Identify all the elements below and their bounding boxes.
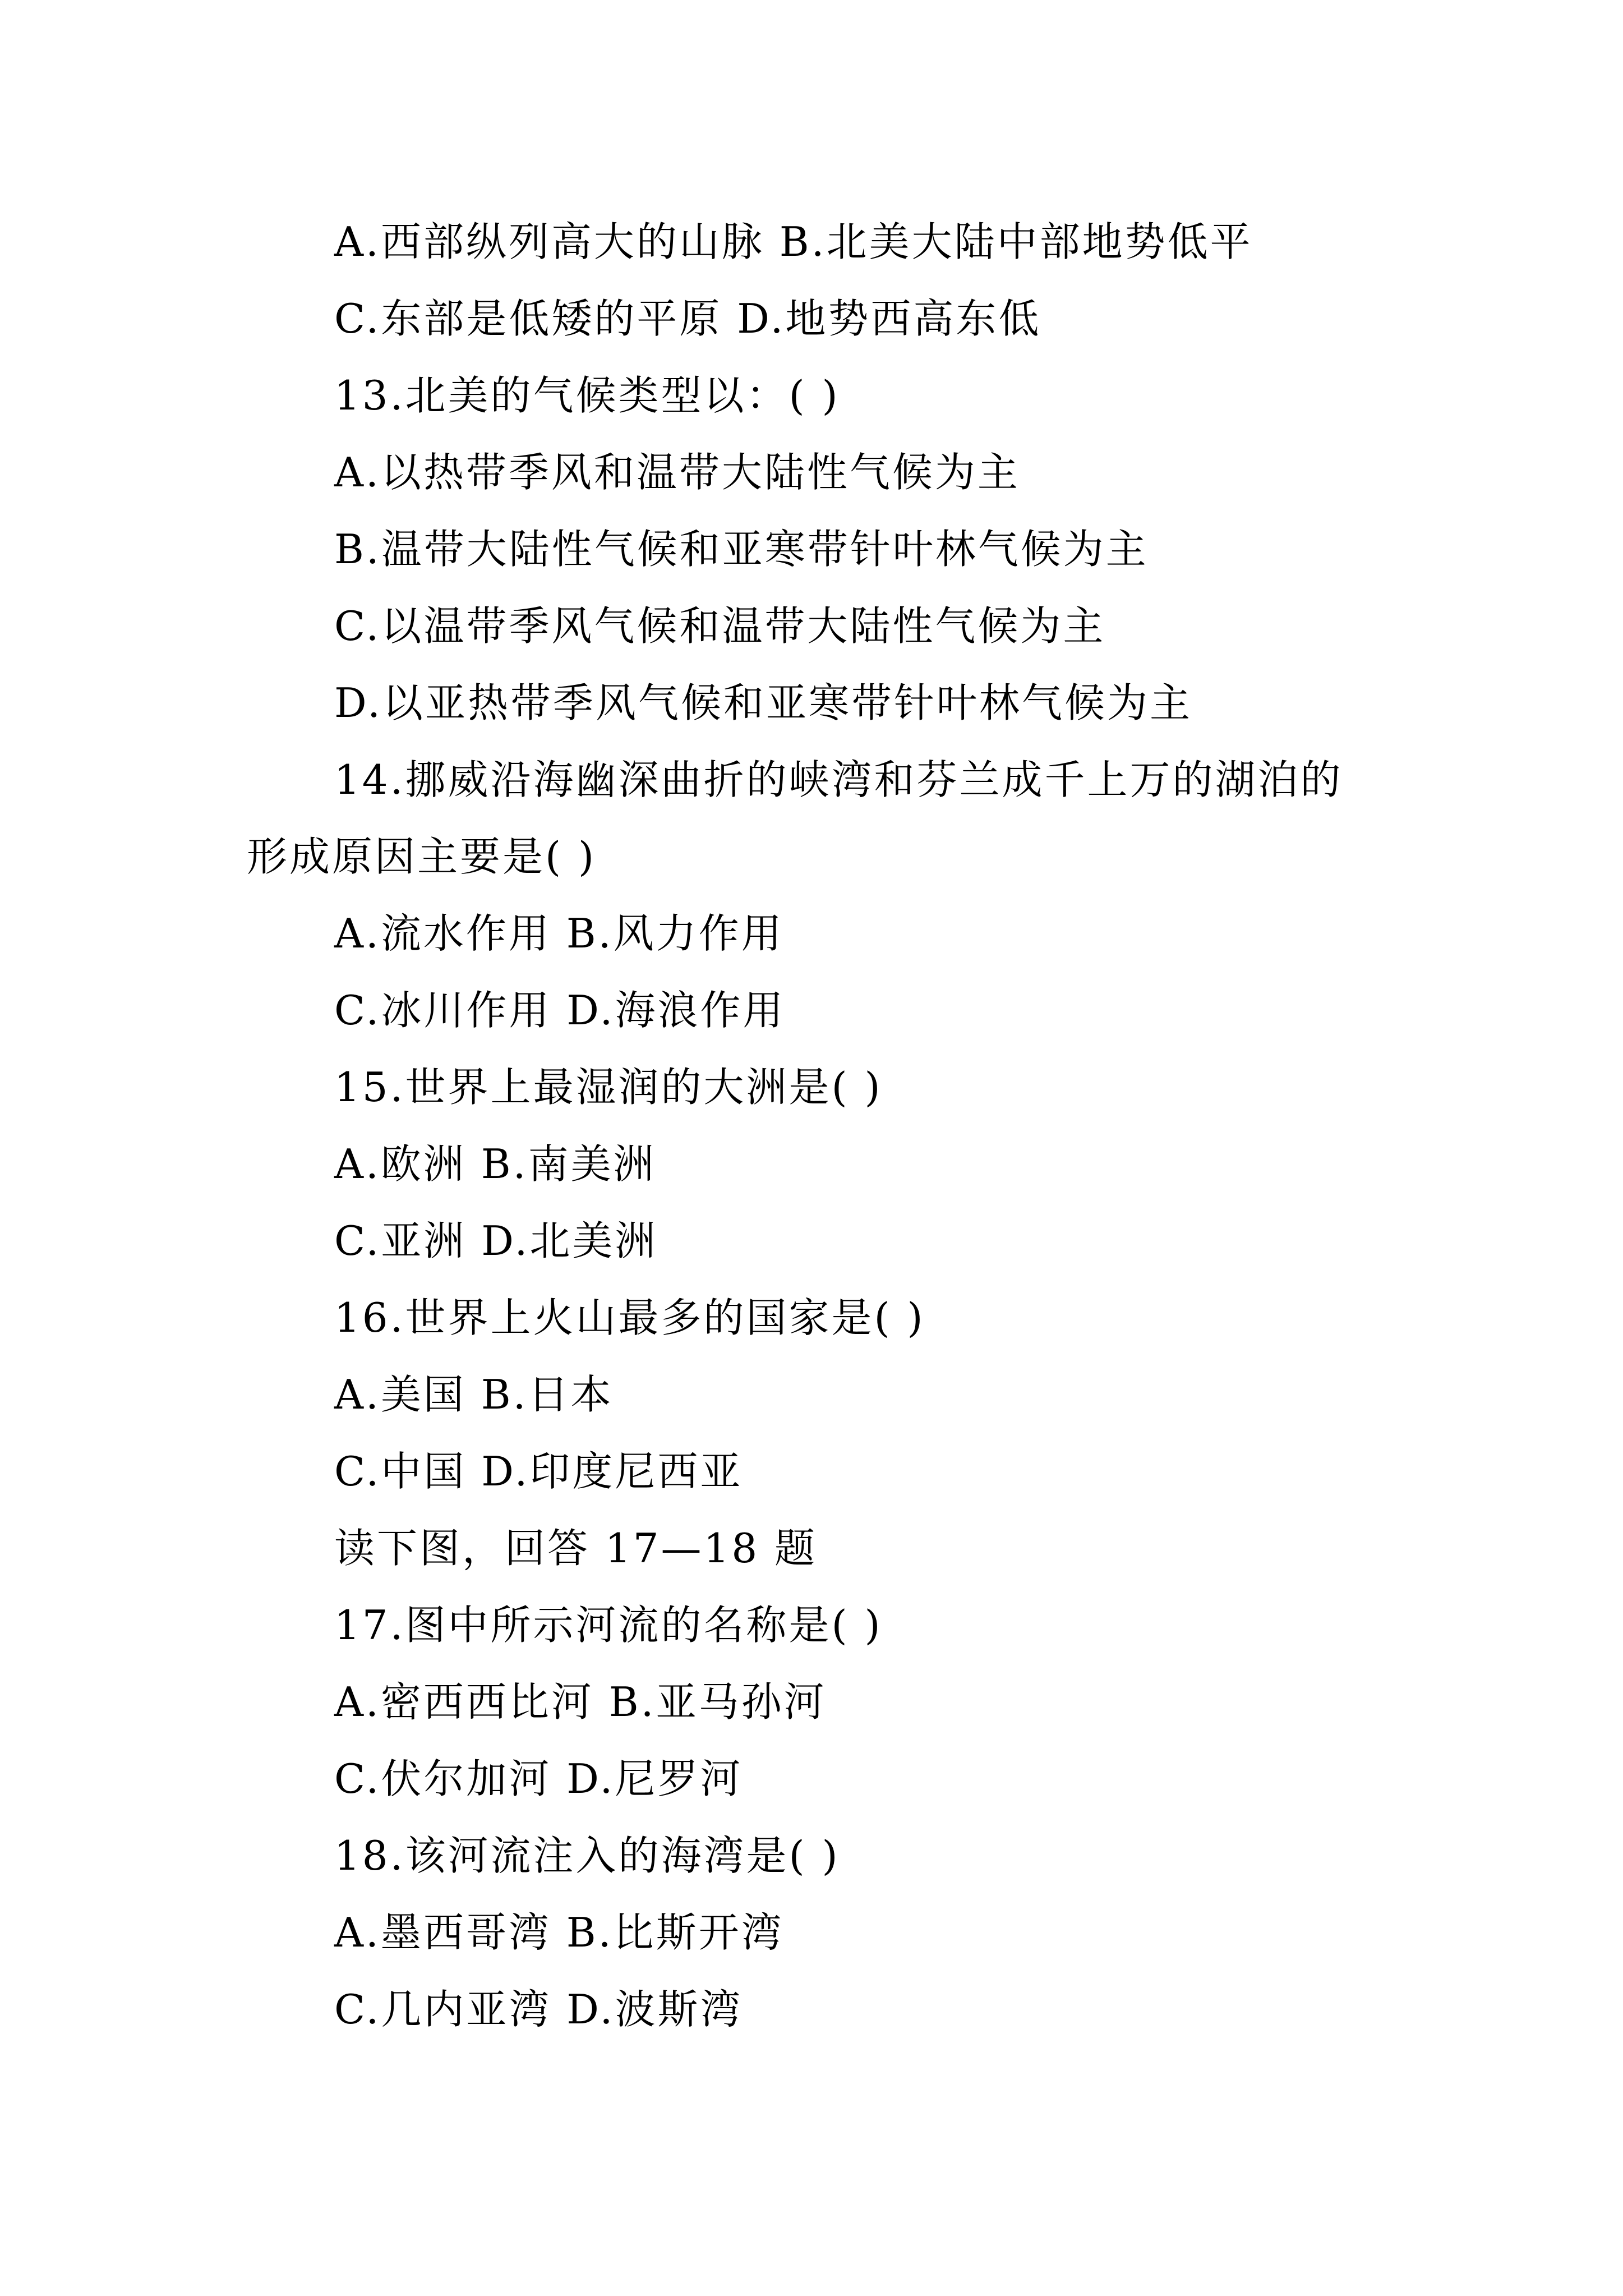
q14-question-line2: 形成原因主要是( ) xyxy=(247,833,597,880)
q13-question: 13.北美的气候类型以：( ) xyxy=(334,372,840,419)
q15-options-cd: C.亚洲 D.北美洲 xyxy=(334,1217,658,1264)
q12-options-cd: C.东部是低矮的平原 D.地势西高东低 xyxy=(334,295,1041,342)
q13-option-b: B.温带大陆性气候和亚寒带针叶林气候为主 xyxy=(334,526,1149,573)
q17-options-cd: C.伏尔加河 D.尼罗河 xyxy=(334,1755,743,1802)
q17-question: 17.图中所示河流的名称是( ) xyxy=(334,1602,883,1649)
q13-option-d: D.以亚热带季风气候和亚寒带针叶林气候为主 xyxy=(334,679,1193,726)
q18-question: 18.该河流注入的海湾是( ) xyxy=(334,1832,840,1879)
q16-options-ab: A.美国 B.日本 xyxy=(334,1371,614,1418)
map-instruction: 读下图，回答 17—18 题 xyxy=(334,1525,818,1572)
q16-options-cd: C.中国 D.印度尼西亚 xyxy=(334,1448,743,1495)
q14-options-ab: A.流水作用 B.风力作用 xyxy=(334,910,784,957)
q15-options-ab: A.欧洲 B.南美洲 xyxy=(334,1140,656,1188)
q16-question: 16.世界上火山最多的国家是( ) xyxy=(334,1294,925,1341)
q13-option-a: A.以热带季风和温带大陆性气候为主 xyxy=(334,449,1020,496)
q15-question: 15.世界上最湿润的大洲是( ) xyxy=(334,1064,883,1111)
q12-options-ab: A.西部纵列高大的山脉 B.北美大陆中部地势低平 xyxy=(334,218,1253,265)
q14-options-cd: C.冰川作用 D.海浪作用 xyxy=(334,987,786,1034)
q18-options-cd: C.几内亚湾 D.波斯湾 xyxy=(334,1986,743,2033)
q17-options-ab: A.密西西比河 B.亚马孙河 xyxy=(334,1678,827,1726)
q13-option-c: C.以温带季风气候和温带大陆性气候为主 xyxy=(334,602,1106,650)
q14-question-line1: 14.挪威沿海幽深曲折的峡湾和芬兰成千上万的湖泊的 xyxy=(334,756,1343,803)
q18-options-ab: A.墨西哥湾 B.比斯开湾 xyxy=(334,1909,784,1956)
